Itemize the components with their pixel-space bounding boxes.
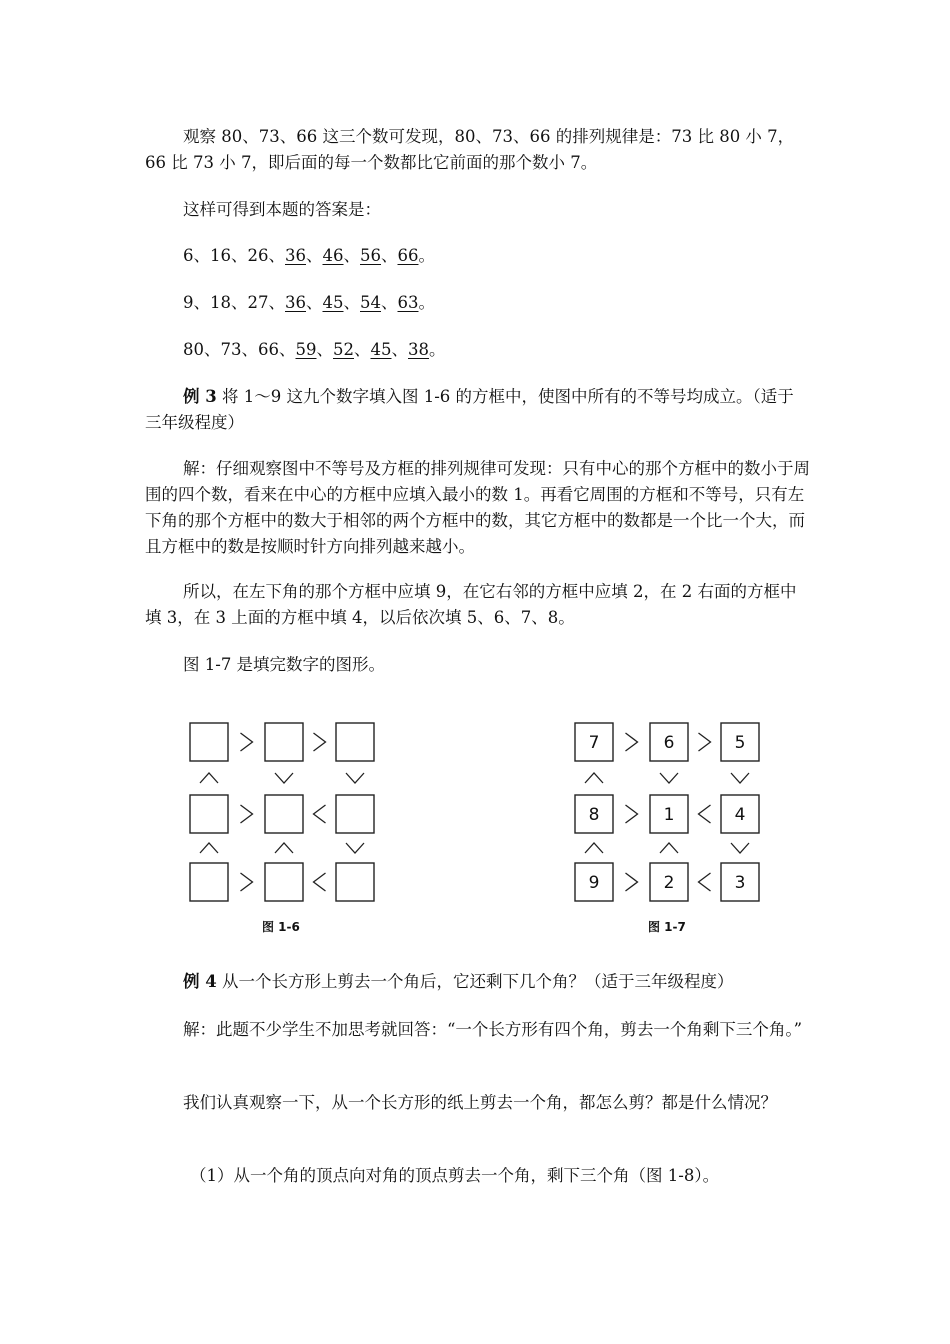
grid-box (336, 795, 374, 833)
figure-1-7-caption: 图 1-7 (648, 920, 686, 934)
answer-value: 63 (397, 293, 419, 312)
grid-cell (336, 723, 374, 761)
grid-cell (650, 795, 688, 833)
grid-number: 5 (734, 733, 746, 753)
figure-1-6-diagram (185, 715, 385, 910)
grid-box (265, 723, 303, 761)
grid-cell (265, 723, 303, 761)
example-3 (145, 384, 810, 436)
greater-than-sign (241, 805, 253, 823)
answer-value: 66 (397, 246, 419, 265)
sequence-line-2 (145, 290, 810, 316)
grid-number: 9 (588, 873, 600, 893)
answer-value: 59 (295, 340, 317, 359)
down-inequality-sign (346, 843, 364, 853)
grid-number: 8 (588, 805, 600, 825)
grid-box (190, 795, 228, 833)
period: 。 (418, 293, 435, 312)
answer-value: 45 (322, 293, 344, 312)
down-inequality-sign (275, 773, 293, 783)
separator: 、 (354, 340, 371, 359)
separator: 、 (306, 293, 323, 312)
answer-value: 38 (408, 340, 429, 359)
separator: 、 (343, 246, 360, 265)
paragraph-answer-intro: 这样可得到本题的答案是： (183, 200, 381, 219)
grid-cell (190, 863, 228, 901)
period: 。 (418, 246, 435, 265)
grid-number: 3 (734, 873, 746, 893)
up-inequality-sign (585, 843, 603, 853)
down-inequality-sign (731, 773, 749, 783)
greater-than-sign (626, 873, 638, 891)
sequence-given: 9、18、27、 (183, 293, 285, 312)
grid-cell (575, 863, 613, 901)
answer-value: 46 (322, 246, 344, 265)
grid-cell (650, 863, 688, 901)
example-label: 例 4 (183, 972, 217, 991)
case-1: （1）从一个角的顶点向对角的顶点剪去一个角，剩下三个角（图 1-8）。 (190, 1166, 720, 1185)
answer-value: 36 (285, 293, 306, 312)
separator: 、 (316, 340, 333, 359)
grid-cell (265, 863, 303, 901)
paragraph-therefore: 所以，在左下角的那个方框中应填 9，在它右邻的方框中应填 2，在 2 右面的方框中填 3，在 3 上面的方框中填 4，以后依次填 5、6、7、8。 (145, 582, 797, 627)
grid-number: 1 (663, 805, 675, 825)
solution-3: 解：仔细观察图中不等号及方框的排列规律可发现：只有中心的那个方框中的数小于周围的四个数，看来在中心的方框中应填入最小的数 1。再看它周围的方框和不等号，只有左下角的那个方框中的数大于相邻的两个方框中的数，其它方框中的数都是一个比一个大，而且方框中的数是按顺时针方向排列越来越小。 (145, 459, 810, 556)
solution-4: 解：此题不少学生不加思考就回答：“一个长方形有四个角，剪去一个角剩下三个角。” (183, 1020, 803, 1039)
grid-cell (575, 795, 613, 833)
separator: 、 (381, 246, 398, 265)
up-inequality-sign (585, 773, 603, 783)
less-than-sign (699, 873, 711, 891)
paragraph-figure-ref: 图 1-7 是填完数字的图形。 (183, 655, 386, 674)
grid-cell (575, 723, 613, 761)
down-inequality-sign (346, 773, 364, 783)
grid-box (336, 863, 374, 901)
answer-value: 56 (360, 246, 381, 265)
greater-than-sign (241, 873, 253, 891)
down-inequality-sign (660, 773, 678, 783)
grid-box (265, 863, 303, 901)
grid-box (190, 723, 228, 761)
grid-number: 4 (734, 805, 746, 825)
up-inequality-sign (275, 843, 293, 853)
separator: 、 (343, 293, 360, 312)
separator: 、 (391, 340, 408, 359)
up-inequality-sign (200, 843, 218, 853)
less-than-sign (699, 805, 711, 823)
answer-value: 54 (360, 293, 381, 312)
grid-cell (265, 795, 303, 833)
greater-than-sign (241, 733, 253, 751)
figure-1-6 (185, 715, 385, 914)
grid-box (190, 863, 228, 901)
period: 。 (429, 340, 446, 359)
grid-cell (650, 723, 688, 761)
up-inequality-sign (200, 773, 218, 783)
figure-1-7-diagram (570, 715, 770, 910)
paragraph-observe-sequence: 观察 80、73、66 这三个数可发现，80、73、66 的排列规律是：73 比 80 小 7，66 比 73 小 7，即后面的每一个数都比它前面的那个数小 7。 (145, 127, 795, 172)
grid-number: 2 (663, 873, 675, 893)
up-inequality-sign (660, 843, 678, 853)
figure-1-6-caption: 图 1-6 (262, 920, 300, 934)
separator: 、 (306, 246, 323, 265)
grid-cell (721, 863, 759, 901)
less-than-sign (314, 805, 326, 823)
separator: 、 (381, 293, 398, 312)
greater-than-sign (626, 733, 638, 751)
grid-number: 7 (588, 733, 600, 753)
sequence-line-3 (145, 337, 810, 363)
example-text: 将 1～9 这九个数字填入图 1-6 的方框中，使图中所有的不等号均成立。（适于三年级程度） (145, 387, 794, 432)
example-label: 例 3 (183, 387, 217, 406)
grid-number: 6 (663, 733, 675, 753)
paragraph-observe-cut: 我们认真观察一下，从一个长方形的纸上剪去一个角，都怎么剪？都是什么情况？ (183, 1093, 777, 1112)
grid-cell (336, 863, 374, 901)
grid-box (265, 795, 303, 833)
grid-cell (190, 795, 228, 833)
answer-value: 52 (333, 340, 354, 359)
down-inequality-sign (731, 843, 749, 853)
grid-cell (721, 723, 759, 761)
less-than-sign (314, 873, 326, 891)
answer-value: 36 (285, 246, 306, 265)
sequence-given: 80、73、66、 (183, 340, 296, 359)
figure-1-7 (570, 715, 770, 914)
greater-than-sign (314, 733, 326, 751)
grid-cell (721, 795, 759, 833)
answer-value: 45 (370, 340, 392, 359)
greater-than-sign (626, 805, 638, 823)
sequence-line-1 (145, 243, 810, 269)
example-text: 从一个长方形上剪去一个角后，它还剩下几个角？（适于三年级程度） (216, 972, 734, 991)
grid-box (336, 723, 374, 761)
example-4 (145, 969, 810, 995)
grid-cell (190, 723, 228, 761)
greater-than-sign (699, 733, 711, 751)
grid-cell (336, 795, 374, 833)
sequence-given: 6、16、26、 (183, 246, 285, 265)
